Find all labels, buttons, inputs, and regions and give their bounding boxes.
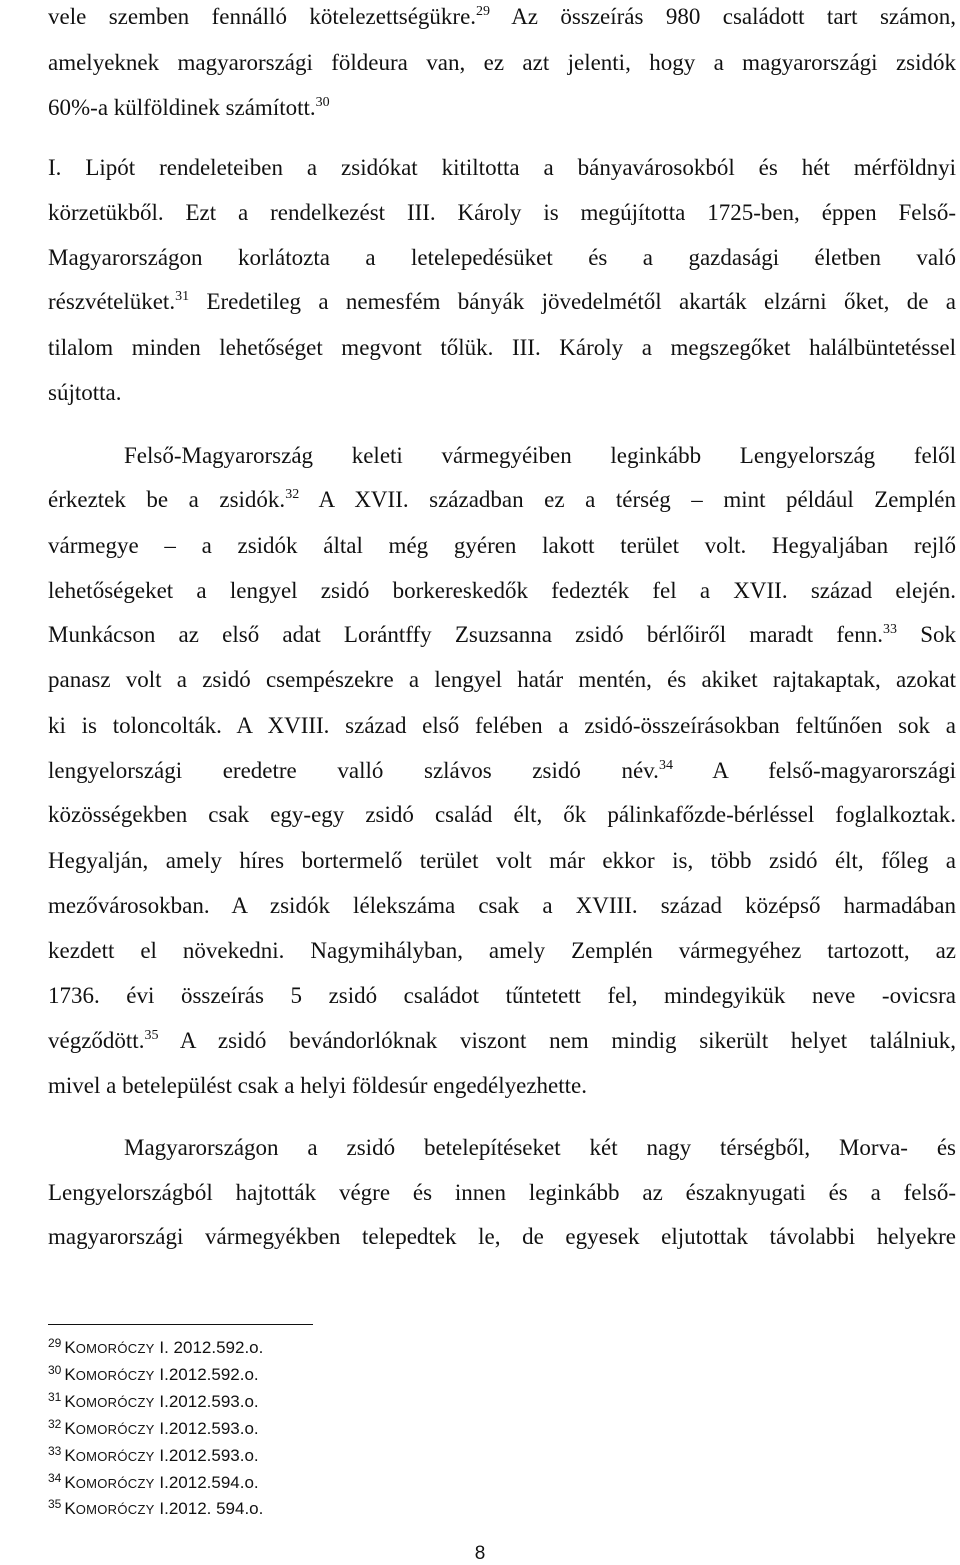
footnote-author-initial: K (64, 1392, 76, 1411)
body-line (48, 287, 956, 317)
footnote-number: 30 (48, 1363, 62, 1377)
page-number: 8 (474, 1543, 486, 1564)
footnote-author-initial: K (64, 1338, 76, 1357)
footnote-author-initial: K (64, 1446, 76, 1465)
footnote (48, 1391, 259, 1414)
text-span: A zsidó bevándorlóknak viszont nem mindig sikerült helyet találniuk, (158, 1028, 956, 1053)
footnote-number: 35 (48, 1497, 62, 1511)
body-line (48, 2, 956, 32)
footnote-ref-32[interactable]: 32 (285, 487, 300, 502)
body-line (48, 846, 956, 876)
footnote-reference: I.2012.594.o. (154, 1473, 259, 1492)
footnote-author: OMORÓCZY (75, 1502, 155, 1517)
text-span: mezővárosokban. A zsidók lélekszáma csak a XVIII. század középső harmadában (48, 893, 956, 918)
body-line (48, 1222, 956, 1252)
text-span: Magyarországon korlátozta a letelepedésüket és a gazdasági életben való (48, 245, 956, 270)
text-span: Az összeírás 980 családott tart számon, (490, 4, 956, 29)
footnote-author-initial: K (64, 1365, 76, 1384)
text-span: I. Lipót rendeleteiben a zsidókat kitiltotta a bányavárosokból és hét mérföldnyi (48, 155, 956, 180)
footnote (48, 1472, 259, 1495)
footnote-separator (48, 1324, 313, 1325)
text-span: vele szemben fennálló kötelezettségükre. (48, 4, 477, 29)
footnote-ref-34[interactable]: 34 (658, 758, 673, 773)
body-line (48, 531, 956, 561)
text-span: 60%-a külföldinek számított. (48, 95, 316, 120)
text-span: Sok (896, 622, 956, 647)
body-line (48, 665, 956, 695)
body-line (48, 333, 956, 363)
body-line (48, 1178, 956, 1208)
body-line (48, 756, 956, 786)
footnote-ref-33[interactable]: 33 (882, 622, 897, 637)
body-line (48, 198, 956, 228)
text-span: közösségekben csak egy-egy zsidó család élt, ők pálinkafőzde-bérléssel foglalkoztak. (48, 802, 956, 827)
footnote-author-initial: K (64, 1473, 76, 1492)
footnote-author-initial: K (64, 1499, 76, 1518)
text-span: Eredetileg a nemesfém bányák jövedelmétől akarták elzárni őket, de a (189, 289, 956, 314)
text-span: Munkácson az első adat Lorántffy Zsuzsanna zsidó bérlőiről maradt fenn. (48, 622, 883, 647)
footnote-number: 31 (48, 1390, 62, 1404)
body-line (48, 981, 956, 1011)
body-line (124, 441, 956, 471)
text-span: lehetőségeket a lengyel zsidó borkereskedők fedezték fel a XVII. század elején. (48, 578, 956, 603)
text-span: körzetükből. Ezt a rendelkezést III. Károly is megújította 1725-ben, éppen Felső- (48, 200, 956, 225)
footnote-ref-31[interactable]: 31 (175, 289, 190, 304)
text-span: kezdett el növekedni. Nagymihályban, amely Zemplén vármegyéhez tartozott, az (48, 938, 956, 963)
body-line (48, 800, 956, 830)
body-line (48, 93, 956, 123)
body-line (48, 576, 956, 606)
footnote-number: 34 (48, 1471, 62, 1485)
body-line (48, 243, 956, 273)
body-line (48, 153, 956, 183)
footnote-author: OMORÓCZY (75, 1341, 155, 1356)
text-span: amelyeknek magyarországi földeura van, ez azt jelenti, hogy a magyarországi zsidók (48, 50, 956, 75)
body-line (124, 1133, 956, 1163)
text-span: érkeztek be a zsidók. (48, 487, 286, 512)
text-span: Lengyelországból hajtották végre és innen leginkább az északnyugati és a felső- (48, 1180, 956, 1205)
footnote-ref-29[interactable]: 29 (476, 4, 491, 19)
footnote-number: 33 (48, 1444, 62, 1458)
footnote-ref-35[interactable]: 35 (144, 1028, 159, 1043)
body-line (48, 1026, 956, 1056)
footnote-reference: I.2012.593.o. (154, 1392, 259, 1411)
footnote (48, 1445, 259, 1468)
footnote (48, 1498, 263, 1521)
footnote (48, 1418, 259, 1441)
text-span: ki is toloncolták. A XVIII. század első felében a zsidó-összeírásokban feltűnően sok a (48, 713, 956, 738)
text-span: panasz volt a zsidó csempészekre a lengyel határ mentén, és akiket rajtakaptak, azokat (48, 667, 956, 692)
body-line (48, 891, 956, 921)
footnote-reference: I.2012. 594.o. (154, 1499, 264, 1518)
footnote-number: 29 (48, 1336, 62, 1350)
text-span: mivel a betelepülést csak a helyi földesúr engedélyezhette. (48, 1073, 587, 1098)
footnote-author: OMORÓCZY (75, 1449, 155, 1464)
text-span: részvételüket. (48, 289, 176, 314)
text-span: tilalom minden lehetőséget megvont tőlük. III. Károly a megszegőket halálbüntetéssel (48, 335, 956, 360)
text-span: 1736. évi összeírás 5 zsidó családot tűntetett fel, mindegyikük neve -ovicsra (48, 983, 956, 1008)
footnote-number: 32 (48, 1417, 62, 1431)
footnote-author: OMORÓCZY (75, 1395, 155, 1410)
footnote-reference: I.2012.592.o. (154, 1365, 259, 1384)
text-span: A XVII. században ez a térség – mint például Zemplén (299, 487, 956, 512)
body-line (48, 1071, 956, 1101)
text-span: Felső-Magyarország keleti vármegyéiben leginkább Lengyelország felől (124, 443, 956, 468)
footnote-ref-30[interactable]: 30 (315, 95, 330, 110)
body-line (48, 936, 956, 966)
body-line (48, 378, 956, 408)
text-span: végződött. (48, 1028, 145, 1053)
text-span: Hegyalján, amely híres bortermelő terület volt már ekkor is, több zsidó élt, főleg a (48, 848, 956, 873)
text-span: vármegye – a zsidók által még gyéren lakott terület volt. Hegyaljában rejlő (48, 533, 956, 558)
footnote-author: OMORÓCZY (75, 1422, 155, 1437)
footnote-author: OMORÓCZY (75, 1476, 155, 1491)
footnote (48, 1337, 263, 1360)
text-span: Magyarországon a zsidó betelepítéseket két nagy térségből, Morva- és (124, 1135, 956, 1160)
body-line (48, 48, 956, 78)
body-line (48, 485, 956, 515)
body-line (48, 620, 956, 650)
footnote-author: OMORÓCZY (75, 1368, 155, 1383)
text-span: magyarországi vármegyékben telepedtek le, de egyesek eljutottak távolabbi helyekre (48, 1224, 956, 1249)
text-span: A felső-magyarországi (672, 758, 956, 783)
body-line (48, 711, 956, 741)
footnote (48, 1364, 259, 1387)
footnote-reference: I.2012.593.o. (154, 1446, 259, 1465)
footnote-reference: I. 2012.592.o. (154, 1338, 264, 1357)
text-span: lengyelországi eredetre valló szlávos zsidó név. (48, 758, 659, 783)
footnote-reference: I.2012.593.o. (154, 1419, 259, 1438)
text-span: sújtotta. (48, 380, 122, 405)
footnote-author-initial: K (64, 1419, 76, 1438)
